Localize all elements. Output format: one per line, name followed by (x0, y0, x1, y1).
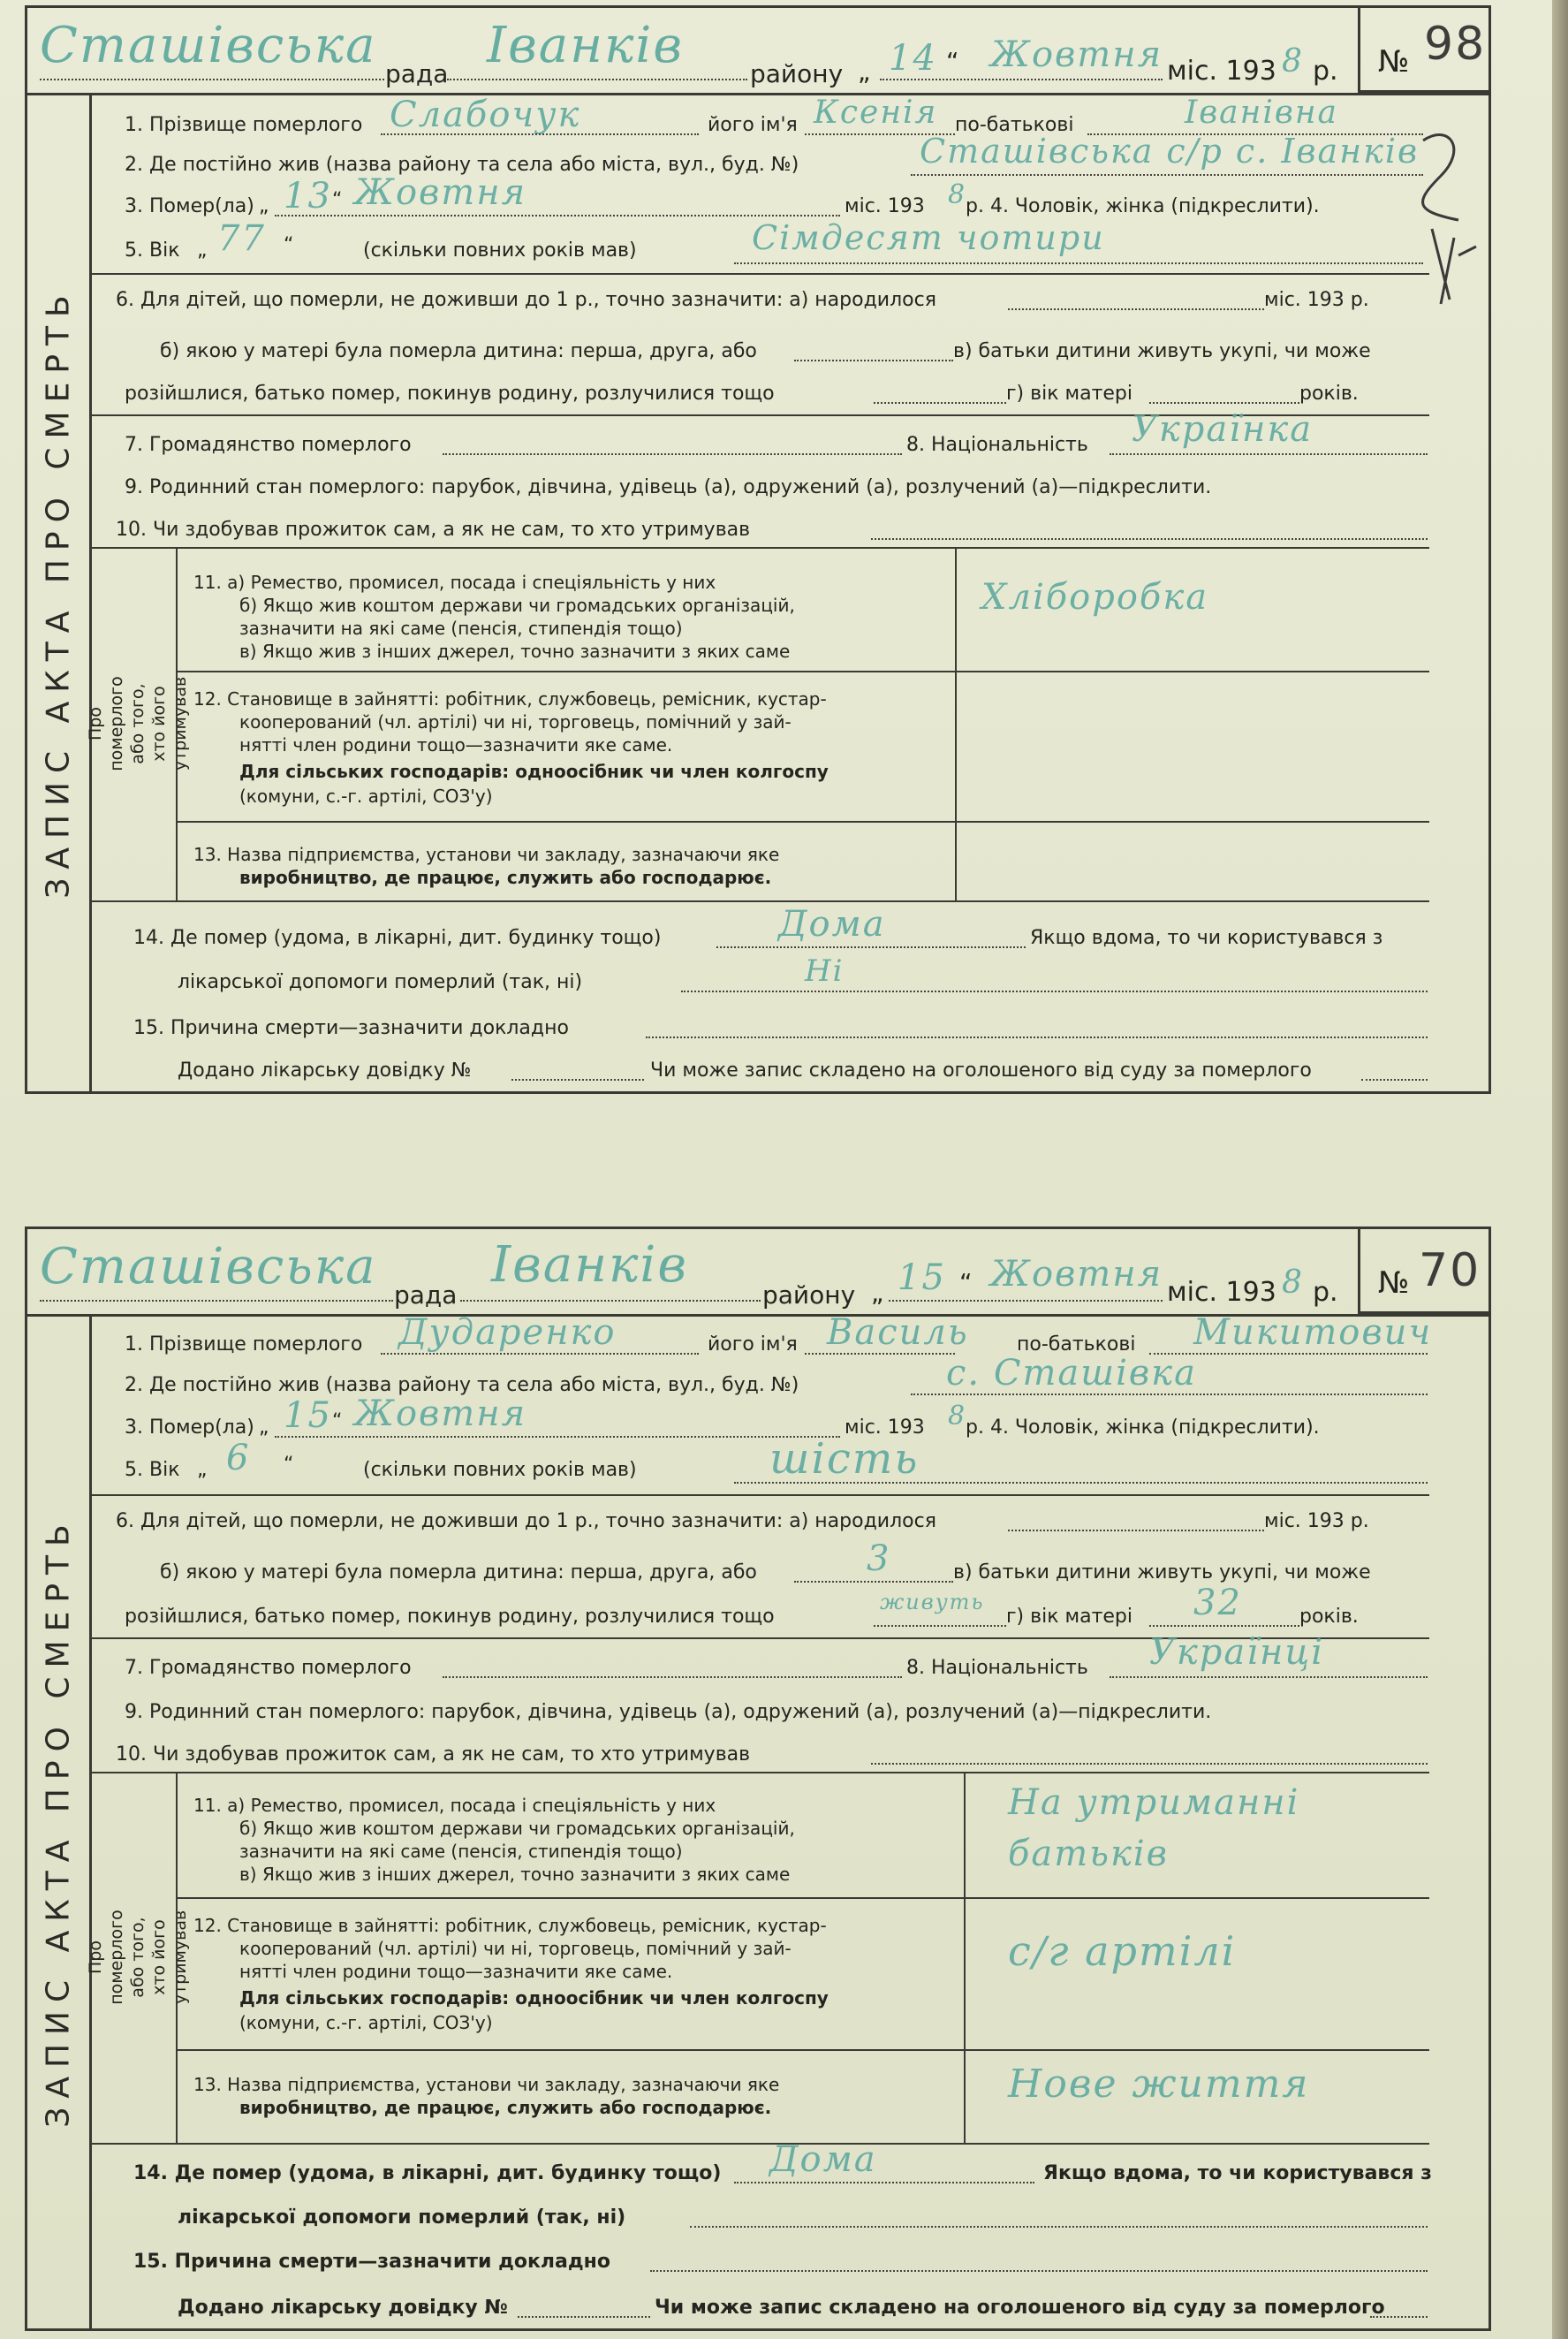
q12-value: с/г артілі (1008, 1927, 1237, 1975)
death-place-value: Дома (778, 904, 886, 945)
q7-label: 7. Громадянство померлого (125, 434, 412, 456)
med-value: Ні (805, 953, 845, 989)
year-label: міс. 193 (1167, 56, 1276, 87)
age-value: 77 (217, 218, 266, 259)
nationality-value: Українка (1132, 409, 1314, 450)
dod-label: Додано лікарську довідку № (178, 1059, 472, 1082)
mother-age-value: 32 (1193, 1583, 1242, 1623)
patronymic-value: Микитович (1193, 1312, 1433, 1353)
record-number-box (1358, 5, 1488, 93)
name-value: Ксенія (814, 95, 938, 131)
patronymic-value: Іванівна (1185, 95, 1338, 131)
q6-label: 6. Для дітей, що померли, не доживши до 1 р., точно зазначити: а) народилося (116, 289, 936, 311)
form-header: Сташівська рада Іванків району „ 14 “ Жовтня міс. 193 8 р. № 98 (27, 8, 1488, 95)
record-number: 70 (1419, 1244, 1481, 1297)
rada-value: Сташівська (40, 17, 377, 74)
date-month: Жовтня (990, 34, 1163, 75)
binding-edge (1552, 0, 1568, 2339)
form-header: Сташівська рада Іванків району „ 15 “ Жовтня міс. 193 8 р. № 70 (27, 1229, 1488, 1317)
q2-label: 2. Де постійно жив (назва району та села або міста, вул., буд. №) (125, 154, 799, 176)
date-day: 15 (898, 1257, 946, 1298)
residence-value: с. Сташівка (946, 1353, 1197, 1394)
death-record-form-1: Сташівська рада Іванків району „ 14 “ Жовтня міс. 193 8 р. № 98 ЗАПИС АКТА ПРО СМЕРТЬ 1. Прізвище померлого Слабочук його ім'я Ксенія по-батькові Іванівна 2. Де постійно жив (назва району та села або міста, вул., буд. №) Сташівська с/р с. Іванків 3. Помер(ла) „ 13 “ Жовтня міс. 193 8 р. 4. Чоловік, жінка (підкреслити). 5. Вік „ 77 “ (скільки повних років мав) Сімдесят чотири 6. Для дітей, що померли, не доживши до 1 р., точно зазначити: а) народилося міс. 193 р. б) якою у матері була померла дитина: перша, друга, або в) батьки дитини живуть укупі, чи може розійшлися, батько помер, покинув родину, розлучилися тощо г) вік матері років. 7. Громадянство померлого 8. Національність Українка 9. Родинний стан померлого: парубок, дівчина, удівець (а), одружений (а), розлучений (а)—підкреслити. 10. Чи здобував прожиток сам, а як не сам, то хто утримував Про померлого або того, хто його утримував 11. а) Ремество, промисел, посада і спеціяльність у них б) Якщо жив коштом держави чи громадських організацій, зазначити на які саме (пенсія, стипендія тощо) в) Якщо жив з інших джерел, точно зазначити з яких саме Хліборобка 12. Становище в зайнятті: робітник, службовець, ремісник, кустар- кооперований (чл. артілі) чи ні, торговець, помічний у зай- нятті член родини тощо—зазначити яке саме. Для сільських господарів: одноосібник чи член колгоспу (комуни, с.-г. артілі, СОЗ'у) 13. Назва підприємства, установи чи закладу, зазначаючи яке виробництво, де працює, служить або господарює. 14. Де помер (удома, в лікарні, дит. будинку тощо) Дома Якщо вдома, то чи користувався з лікарської допомоги померлий (так, ні) Ні 15. Причина смерти—зазначити докладно Додано лікарську довідку № Чи може запис складено на оголошеного від суду за померлого (25, 5, 1491, 1094)
sub-side-label: Про померлого або того, хто його утримував (86, 676, 191, 771)
date-day: 14 (889, 38, 937, 79)
record-number: 98 (1424, 18, 1487, 71)
name-value: Василь (827, 1312, 969, 1353)
q10-label: 10. Чи здобував прожиток сам, а як не сам, то хто утримував (116, 519, 751, 541)
rada-label: рада (385, 59, 449, 88)
q11-value: Хліборобка (981, 577, 1209, 618)
raion-value: Іванків (491, 1236, 688, 1294)
raion-value: Іванків (487, 17, 684, 74)
child-order-value: 3 (867, 1538, 891, 1579)
number-label: № (1378, 44, 1410, 80)
record-number-box: № 70 (1358, 1226, 1488, 1314)
date-month: Жовтня (990, 1254, 1163, 1295)
parents-status-value: живуть (880, 1590, 985, 1614)
death-day-value: 13 (284, 176, 332, 216)
q14-label: 14. Де помер (удома, в лікарні, дит. будинку тощо) (133, 927, 662, 949)
surname-value: Дударенко (398, 1312, 617, 1353)
surname-value: Слабочук (390, 95, 581, 135)
q15-label: 15. Причина смерти—зазначити докладно (133, 1017, 569, 1039)
nationality-value: Українці (1149, 1632, 1325, 1673)
q13-value: Нове життя (1008, 2062, 1310, 2107)
death-place-value: Дома (769, 2139, 877, 2180)
year-digit: 8 (1282, 43, 1304, 80)
side-title: ЗАПИС АКТА ПРО СМЕРТЬ (40, 285, 77, 899)
rada-value: Сташівська (40, 1238, 377, 1295)
age-words: Сімдесят чотири (752, 218, 1105, 257)
ink-scribble (1405, 114, 1485, 308)
residence-value: Сташівська с/р с. Іванків (920, 132, 1420, 171)
q8-label: 8. Національність (906, 434, 1088, 456)
q1-label: 1. Прізвище померлого (125, 114, 363, 136)
age-words: шість (769, 1434, 920, 1484)
age-value: 6 (226, 1438, 251, 1478)
q5-label: 5. Вік (125, 239, 180, 262)
side-panel (27, 93, 92, 1091)
side-panel (27, 1314, 92, 2328)
q3-label: 3. Помер(ла) (125, 195, 254, 217)
death-record-form-2: Сташівська рада Іванків району „ 15 “ Жовтня міс. 193 8 р. № 70 ЗАПИС АКТА ПРО СМЕРТЬ 1. Прізвище померлого Дударенко його ім'я Василь по-батькові Микитович 2. Де постійно жив (назва району та села або міста, вул., буд. №) с. Сташівка 3. Помер(ла) „ 15 “ Жовтня міс. 193 8 р. 4. Чоловік, жінка (підкреслити). 5. Вік „ 6 “ (скільки повних років мав) шість 6. Для дітей, що померли, не доживши до 1 р., точно зазначити: а) народилося міс. 193 р. б) якою у матері була померла дитина: перша, друга, або 3 в) батьки дитини живуть укупі, чи може розійшлися, батько помер, покинув родину, розлучилися тощо живуть г) вік матері 32 років. 7. Громадянство померлого 8. Національність Українці 9. Родинний стан померлого: парубок, дівчина, удівець (а), одружений (а), розлучений (а)—підкреслити. 10. Чи здобував прожиток сам, а як не сам, то хто утримував Про померлого або того, хто його утримував 11. а) Ремество, промисел, посада і спеціяльність у них б) Якщо жив коштом держави чи громадських організацій, зазначити на які саме (пенсія, стипендія тощо) в) Якщо жив з інших джерел, точно зазначити з яких саме На утриманні батьків 12. Становище в зайнятті: робітник, службовець, ремісник, кустар- кооперований (чл. артілі) чи ні, торговець, помічний у зай- нятті член родини тощо—зазначити яке саме. Для сільських господарів: одноосібник чи член колгоспу (комуни, с.-г. артілі, СОЗ'у) с/г артілі 13. Назва підприємства, установи чи закладу, зазначаючи яке виробництво, де працює, служить або господарює. Нове життя 14. Де помер (удома, в лікарні, дит. будинку тощо) Дома Якщо вдома, то чи користувався з лікарської допомоги померлий (так, ні) 15. Причина смерти—зазначити докладно Додано лікарську довідку № Чи може запис складено на оголошеного від суду за померлого (25, 1226, 1491, 2331)
death-month-value: Жовтня (354, 172, 527, 213)
q11-value: На утриманні батьків (1008, 1782, 1300, 1874)
raion-label: району (750, 59, 844, 88)
side-title: ЗАПИС АКТА ПРО СМЕРТЬ (40, 1515, 77, 2128)
q9-label: 9. Родинний стан померлого: парубок, дівчина, удівець (а), одружений (а), розлучений (а)—підкреслити. (125, 476, 1212, 498)
